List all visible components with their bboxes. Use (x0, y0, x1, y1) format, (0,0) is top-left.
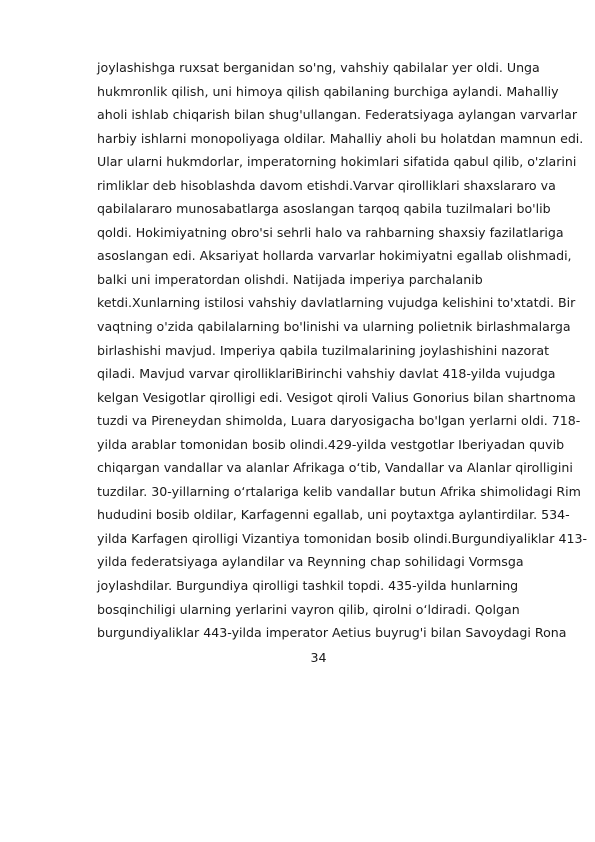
text-line: chiqargan vandallar va alanlar Afrikaga o‘tib, Vandallar va Alanlar qirolligini (97, 460, 573, 476)
text-line: yilda arablar tomonidan bosib olindi.429-yilda vestgotlar Iberiyadan quvib (97, 436, 565, 452)
text-line: bosqinchiligi ularning yerlarini vayron qilib, qirolni o‘ldiradi. Qolgan (97, 601, 520, 617)
text-line: qabilalararo munosabatlarga asoslangan tarqoq qabila tuzilmalari bo'lib (97, 201, 551, 217)
text-line: vaqtning o'zida qabilalarning bo'linishi va ularning polietnik birlashmalarga (97, 319, 571, 335)
text-line: joylashdilar. Burgundiya qirolligi tashkil topdi. 435-yilda hunlarning (97, 578, 519, 594)
text-line: birlashishi mavjud. Imperiya qabila tuzilmalarining joylashishini nazorat (97, 342, 550, 358)
text-line: qiladi. Mavjud varvar qirolliklariBirinchi vahshiy davlat 418-yilda vujudga (97, 366, 556, 382)
text-line: yilda Karfagen qirolligi Vizantiya tomonidan bosib olindi.Burgundiyaliklar 413- (97, 530, 588, 546)
text-line: joylashishga ruxsat berganidan so'ng, vahshiy qabilalar yer oldi. Unga (97, 60, 540, 75)
text-line: asoslangan edi. Aksariyat hollarda varvarlar hokimiyatni egallab olishmadi, (97, 248, 572, 264)
text-line: hukmronlik qilish, uni himoya qilish qabilaning burchiga aylandi. Mahalliy (97, 83, 559, 99)
text-line: rimliklar deb hisoblashda davom etishdi.Varvar qirolliklari shaxslararo va (97, 177, 556, 193)
text-line: kelgan Vesigotlar qirolligi edi. Vesigot qiroli Valius Gonorius bilan shartnoma (97, 389, 576, 405)
text-line: harbiy ishlarni monopoliyaga oldilar. Mahalliy aholi bu holatdan mamnun edi. (97, 130, 584, 146)
body-text (97, 56, 595, 645)
text-line: balki uni imperatordan olishdi. Natijada imperiya parchalanib (97, 271, 483, 287)
text-line: burgundiyaliklar 443-yilda imperator Aetius buyrug'i bilan Savoydagi Rona (97, 625, 567, 641)
text-line: tuzdilar. 30-yillarning o‘rtalariga kelib vandallar butun Afrika shimolidagi Rim (97, 483, 581, 499)
text-line: Ular ularni hukmdorlar, imperatorning hokimlari sifatida qabul qilib, o'zlarini (97, 154, 577, 170)
text-line: hududini bosib oldilar, Karfagenni egallab, uni poytaxtga aylantirdilar. 534- (97, 507, 570, 523)
text-line: ketdi.Xunlarning istilosi vahshiy davlatlarning vujudga kelishini to'xtatdi. Bir (97, 295, 576, 311)
text-line: tuzdi va Pireneydan shimolda, Luara daryosigacha bo'lgan yerlarni oldi. 718- (97, 413, 581, 429)
page-number: 34 (310, 650, 327, 665)
text-line: yilda federatsiyaga aylandilar va Reynning chap sohilidagi Vormsga (97, 554, 524, 570)
text-line: qoldi. Hokimiyatning obro'si sehrli halo va rahbarning shaxsiy fazilatlariga (97, 224, 564, 240)
text-line: aholi ishlab chiqarish bilan shug'ullangan. Federatsiyaga aylangan varvarlar (97, 107, 578, 123)
